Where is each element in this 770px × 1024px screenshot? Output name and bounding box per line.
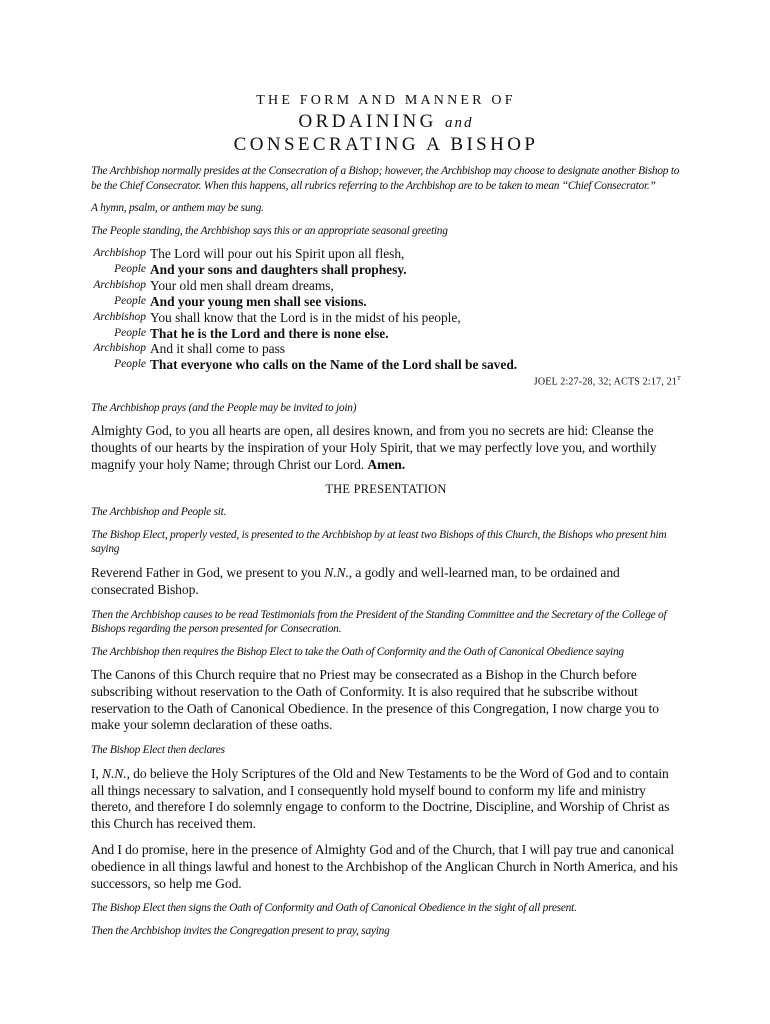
oath-of-conformity: I, N.N., do believe the Holy Scriptures of the Old and New Testaments to be the Word of God and to contain all things necessary to salvation, and I consequently hold myself bound to conform my life and ministry thereto, and therefore I do solemnly engage to conform to the Doctrine, Discipline, and Worship of Christ as this Church has received them.	[91, 765, 670, 832]
dialogue-text: And it shall come to pass	[150, 341, 286, 357]
rubric-hymn: A hymn, psalm, or anthem may be sung.	[91, 202, 264, 214]
dialogue-line	[91, 246, 681, 262]
amen: Amen.	[367, 456, 406, 472]
speaker-label: People	[114, 262, 146, 275]
rubric-testimonials: Then the Archbishop causes to be read Testimonials from the President of the Standing Committee and the Secretary of the College of Bishops regarding the person presented for Consecration.	[91, 608, 667, 636]
speaker-label: People	[114, 358, 146, 371]
dialogue-line	[91, 341, 681, 357]
dialogue-line	[91, 326, 681, 342]
speaker-label: Archbishop	[93, 247, 146, 259]
title-ordaining: ORDAINING	[298, 111, 437, 132]
section-heading: THE PRESENTATION	[325, 482, 447, 497]
speaker-label: Archbishop	[93, 278, 146, 291]
rubric-greeting: The People standing, the Archbishop says this or an appropriate seasonal greeting	[91, 224, 448, 237]
title-and: and	[444, 115, 474, 131]
speaker-label: People	[114, 294, 146, 307]
dialogue-response: That everyone who calls on the Name of the Lord shall be saved.	[150, 357, 518, 373]
title-line-2	[91, 111, 681, 134]
dialogue-line	[91, 357, 681, 373]
collect-for-purity: Almighty God, to you all hearts are open, all desires known, and from you no secrets are hid: Cleanse the thoughts of our hearts by the inspiration of your Holy Spirit, that we may perfectly love you, and worthily magnify your holy Name; through Christ our Lord. Amen.	[91, 423, 657, 472]
dialogue-text: Your old men shall dream dreams,	[150, 277, 334, 293]
dialogue-line	[91, 310, 681, 326]
rubric-sit: The Archbishop and People sit.	[91, 506, 227, 519]
canons-charge: The Canons of this Church require that no Priest may be consecrated as a Bishop in the Church before subscribing without reservation to the Oath of Conformity. It is also required that he subscribe without reservation to the Oath of Canonical Obedience. In the presence of this Congregation, I now charge you to make your solemn declaration of these oaths.	[91, 667, 659, 733]
dialogue-line	[91, 278, 681, 294]
scripture-citation: JOEL 2:27-28, 32; ACTS 2:17, $21^T$	[533, 376, 681, 388]
dialogue-response: And your young men shall see visions.	[150, 293, 367, 309]
speaker-label: People	[114, 326, 146, 339]
dialogue-response: And your sons and daughters shall prophesy.	[150, 261, 407, 277]
dialogue-text: You shall know that the Lord is in the midst of his people,	[150, 309, 461, 325]
dialogue-response: That he is the Lord and there is none else.	[150, 325, 389, 341]
oath-of-obedience: And I do promise, here in the presence of Almighty God and of the Church, that I will pay true and canonical obedience in all things lawful and honest to the Archbishop of the Anglican Church in North America, and his successors, so help me God.	[91, 841, 678, 891]
presentation-text: Reverend Father in God, we present to you N.N., a godly and well-learned man, to be ordained and consecrated Bishop.	[91, 564, 620, 597]
opening-dialogue	[91, 246, 681, 373]
rubric-oath-requirement: The Archbishop then requires the Bishop Elect to take the Oath of Conformity and the Oath of Canonical Obedience saying	[91, 645, 624, 658]
rubric-prays: The Archbishop prays (and the People may be invited to join)	[91, 401, 357, 414]
dialogue-text: The Lord will pour out his Spirit upon all flesh,	[150, 246, 405, 261]
rubric-presiding: The Archbishop normally presides at the Consecration of a Bishop; however, the Archbishop may choose to designate another Bishop to be the Chief Consecrator. When this happens, all rubrics referring to the Archbishop are to be taken to mean “Chief Consecrator.”	[91, 165, 680, 192]
speaker-label: Archbishop	[93, 342, 146, 355]
dialogue-line	[91, 262, 681, 278]
rubric-declares: The Bishop Elect then declares	[91, 744, 225, 757]
dialogue-line	[91, 294, 681, 310]
rubric-signs: The Bishop Elect then signs the Oath of Conformity and Oath of Canonical Obedience in the sight of all present.	[91, 902, 577, 915]
document-page	[91, 93, 681, 946]
rubric-invites-prayer: Then the Archbishop invites the Congregation present to pray, saying	[91, 924, 390, 937]
title-line-1: THE FORM AND MANNER OF	[256, 93, 516, 108]
rubric-presented: The Bishop Elect, properly vested, is presented to the Archbishop by at least two Bishops of this Church, the Bishops who present him saying	[91, 528, 667, 556]
speaker-label: Archbishop	[93, 310, 146, 323]
title-line-3: CONSECRATING A BISHOP	[233, 134, 539, 155]
